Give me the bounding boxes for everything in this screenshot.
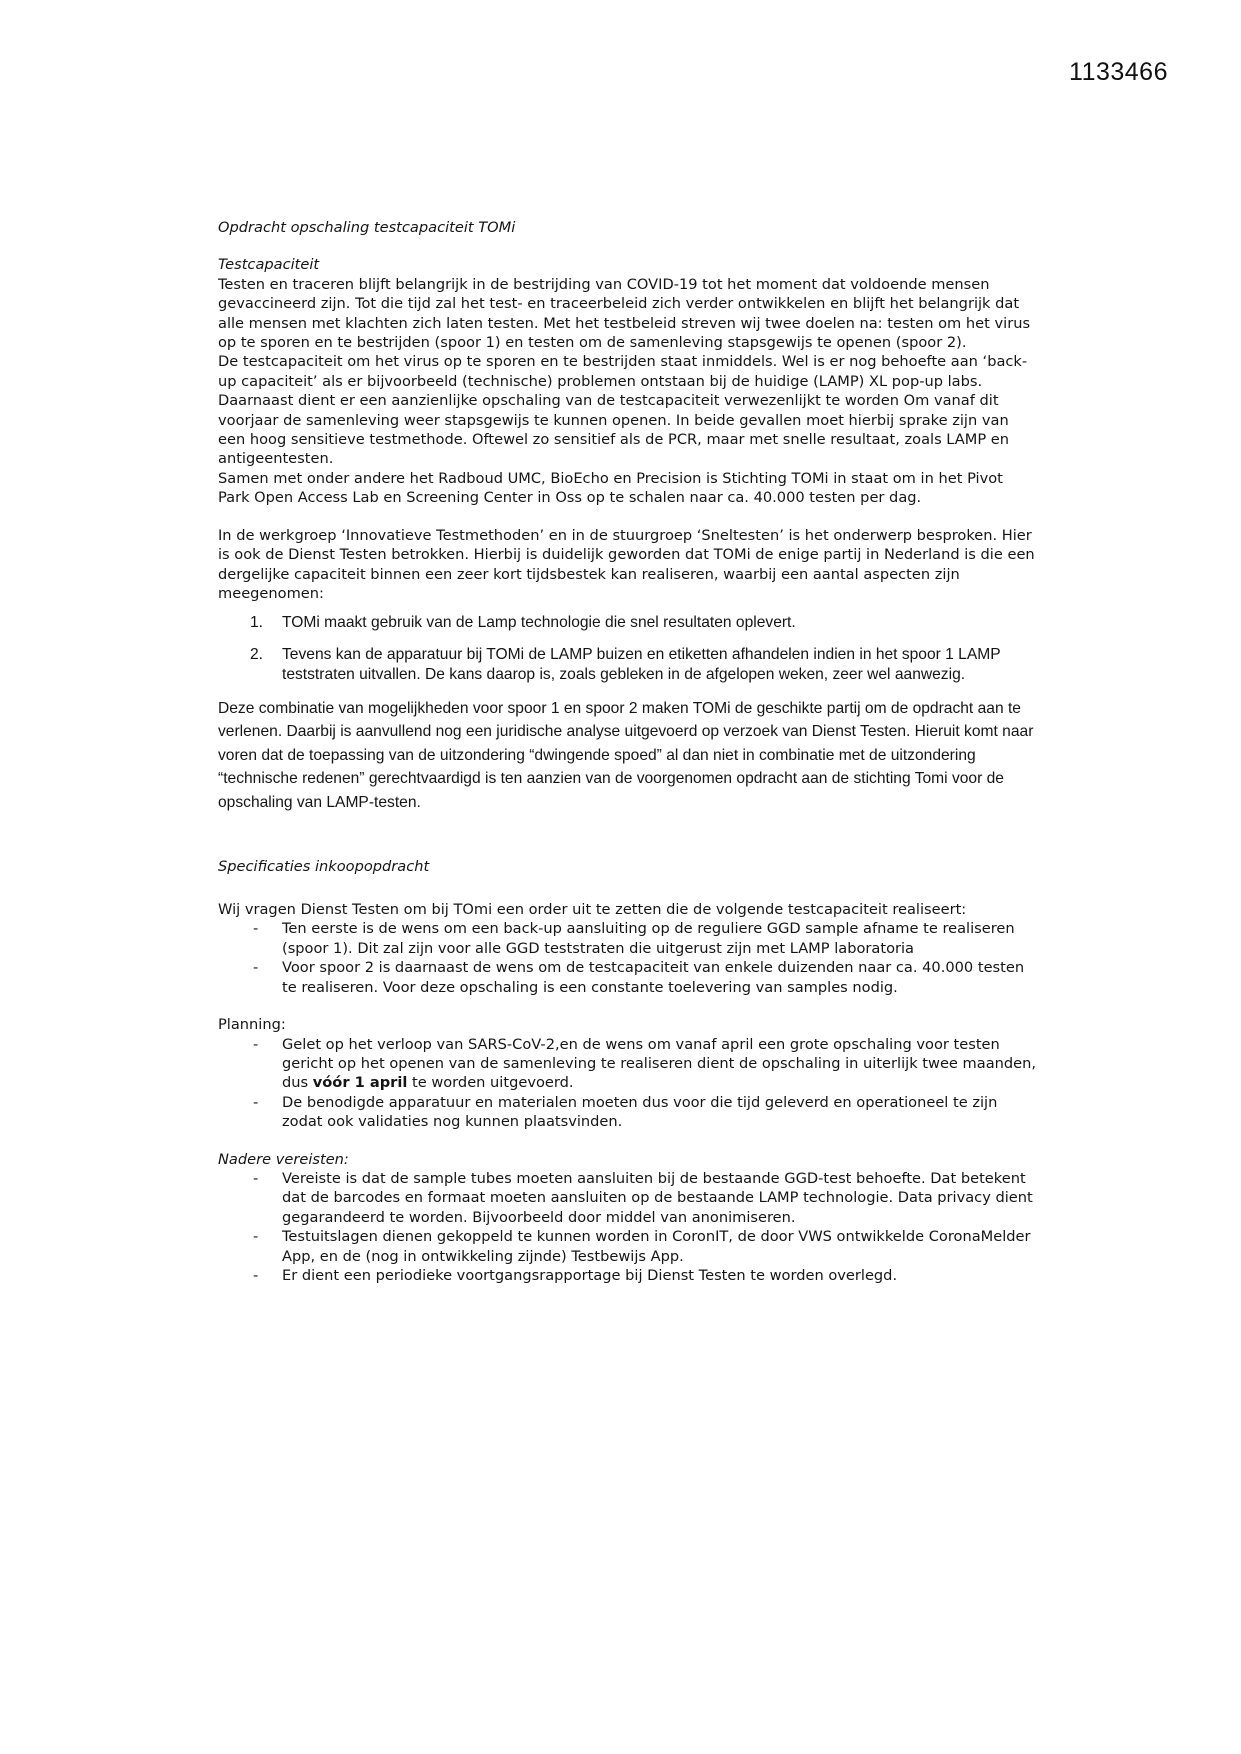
list-number: 1. <box>250 614 264 632</box>
list-item <box>218 1266 1038 1285</box>
list-item-text: De benodigde apparatuur en materialen moeten dus voor die tijd geleverd en operationeel te zijn zodat ook validaties nog kunnen plaatsvinden. <box>282 1093 998 1131</box>
dash-bullet: - <box>253 1035 259 1053</box>
paragraph: Deze combinatie van mogelijkheden voor spoor 1 en spoor 2 maken TOMi de geschikte partij om de opdracht aan te verlenen. Daarbij is aanvullend nog een juridische analyse uitgevoerd op verzoek van Dienst Testen. Hieruit komt naar voren dat de toepassing van de uitzondering “dwingende spoed” al dan niet in combinatie met de uitzondering “technische redenen” gerechtvaardigd is ten aanzien van de voorgenomen opdracht aan de stichting Tomi voor de opschaling van LAMP-testen. <box>218 699 1034 812</box>
paragraph: De testcapaciteit om het virus op te sporen en te bestrijden staat inmiddels. Wel is er nog behoefte aan ‘back-up capaciteit’ als er bijvoorbeeld (technische) problemen ontstaan bij de huidige (LAMP) XL pop-up labs. Daarnaast dient er een aanzienlijke opschaling van de testcapaciteit verwezenlijkt te worden Om vanaf dit voorjaar de samenleving weer stapsgewijs te kunnen openen. In beide gevallen moet hierbij sprake zijn van een hoog sensitieve testmethode. Oftewel zo sensitief als de PCR, maar met snelle resultaat, zoals LAMP en antigeentesten. <box>218 353 1028 468</box>
paragraph: Samen met onder andere het Radboud UMC, BioEcho en Precision is Stichting TOMi in staat om in het Pivot Park Open Access Lab en Screening Center in Oss op te schalen naar ca. 40.000 testen per dag. <box>218 469 1003 507</box>
list-item <box>218 645 1038 685</box>
list-item-text: Vereiste is dat de sample tubes moeten aansluiten bij de bestaande GGD-test behoefte. Dat betekent dat de barcodes en formaat moeten aansluiten op de bestaande LAMP technologie. Data privacy dient gegarandeerd te worden. Bijvoorbeeld door middel van anonimiseren. <box>282 1169 1033 1226</box>
list-item-text-part: te worden uitgevoerd. <box>407 1074 574 1092</box>
dash-list <box>218 919 1038 997</box>
paragraph: Testen en traceren blijft belangrijk in de bestrijding van COVID-19 tot het moment dat voldoende mensen gevaccineerd zijn. Tot die tijd zal het test- en traceerbeleid zich verder ontwikkelen en blijft het belangrijk dat alle mensen met klachten zich laten testen. Met het testbeleid streven wij twee doelen na: testen om het virus op te sporen en te bestrijden (spoor 1) en testen om de samenleving stapsgewijs te openen (spoor 2). <box>218 275 1031 352</box>
list-item-text-part: Gelet op het verloop van SARS-CoV-2,en de wens om vanaf april een grote opschaling voor testen gericht op het openen van de samenleving te realiseren dient de opschaling in uiterlijk twee maanden, dus <box>282 1035 1037 1092</box>
section-heading-specificaties: Specificaties inkoopopdracht <box>218 857 430 875</box>
list-item <box>218 958 1038 997</box>
dash-list <box>218 1035 1038 1132</box>
list-item <box>218 1169 1038 1227</box>
dash-bullet: - <box>253 1266 259 1284</box>
list-item-text <box>282 1036 1036 1092</box>
list-item <box>218 1227 1038 1266</box>
dash-bullet: - <box>253 920 259 938</box>
list-item-text: Tevens kan de apparatuur bij TOMi de LAMP buizen en etiketten afhandelen indien in het spoor 1 LAMP teststraten uitvallen. De kans daarop is, zoals gebleken in de afgelopen weken, zeer wel aanwezig. <box>282 646 1001 683</box>
list-item-text: TOMi maakt gebruik van de Lamp technologie die snel resultaten oplevert. <box>282 614 796 632</box>
numbered-list <box>218 613 1038 684</box>
document-title: Opdracht opschaling testcapaciteit TOMi <box>218 219 516 236</box>
document-number: 1133466 <box>1069 58 1168 86</box>
list-item <box>218 613 1038 633</box>
dash-bullet: - <box>253 1169 259 1187</box>
list-item-text: Voor spoor 2 is daarnaast de wens om de testcapaciteit van enkele duizenden naar ca. 40.000 testen te realiseren. Voor deze opschaling is een constante toelevering van samples nodig. <box>282 959 1025 996</box>
dash-list <box>218 1169 1038 1285</box>
paragraph: In de werkgroep ‘Innovatieve Testmethoden’ en in de stuurgroep ‘Sneltesten’ is het onderwerp besproken. Hier is ook de Dienst Testen betrokken. Hierbij is duidelijk geworden dat TOMi de enige partij in Nederland is die een dergelijke capaciteit binnen een zeer kort tijdsbestek kan realiseren, waarbij een aantal aspecten zijn meegenomen: <box>218 526 1035 602</box>
deadline-emphasis: vóór 1 april <box>312 1074 408 1092</box>
dash-bullet: - <box>253 1228 259 1246</box>
dash-bullet: - <box>253 1093 259 1111</box>
list-item-text: Er dient een periodieke voortgangsrapportage bij Dienst Testen te worden overlegd. <box>282 1266 898 1284</box>
paragraph: Wij vragen Dienst Testen om bij TOmi een order uit te zetten die de volgende testcapaciteit realiseert: <box>218 901 967 919</box>
list-item <box>218 919 1038 958</box>
list-item-text: Testuitslagen dienen gekoppeld te kunnen worden in CoronIT, de door VWS ontwikkelde CoronaMelder App, en de (nog in ontwikkeling zijnde) Testbewijs App. <box>282 1228 1031 1265</box>
list-item-text: Ten eerste is de wens om een back-up aansluiting op de reguliere GGD sample afname te realiseren (spoor 1). Dit zal zijn voor alle GGD teststraten die uitgerust zijn met LAMP laboratoria <box>282 920 1015 957</box>
section-heading-testcapaciteit: Testcapaciteit <box>218 256 320 274</box>
document-body <box>218 218 1038 1285</box>
list-item <box>218 1035 1038 1093</box>
section-heading-planning: Planning: <box>218 1016 286 1034</box>
list-number: 2. <box>250 646 264 664</box>
list-item <box>218 1093 1038 1132</box>
section-heading-nadere-vereisten: Nadere vereisten: <box>218 1150 349 1168</box>
dash-bullet: - <box>253 959 259 977</box>
